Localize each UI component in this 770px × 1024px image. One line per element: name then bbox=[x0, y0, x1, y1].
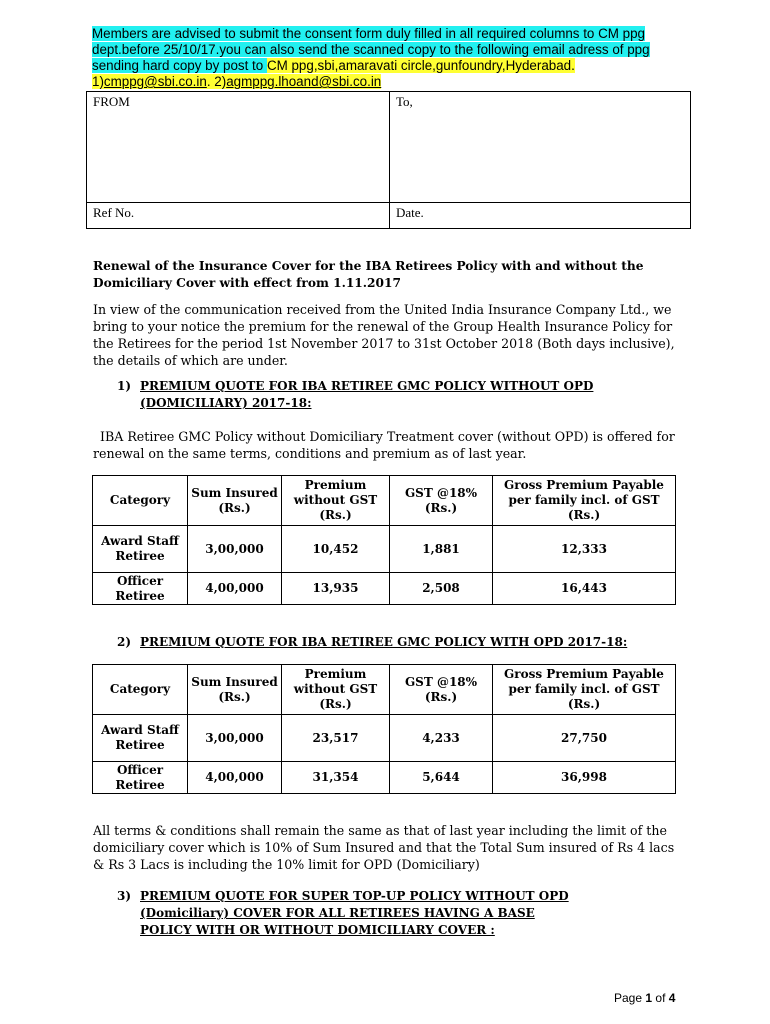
to-label: To, bbox=[396, 94, 413, 109]
header-gross: Gross Premium Payable per family incl. of GST (Rs.) bbox=[493, 665, 676, 715]
header-sum-insured: Sum Insured (Rs.) bbox=[188, 476, 282, 526]
cell-gross: 12,333 bbox=[493, 526, 676, 573]
cell-category: Award Staff Retiree bbox=[93, 526, 188, 573]
cell-category: Officer Retiree bbox=[93, 573, 188, 605]
table-row bbox=[93, 715, 676, 762]
section3-number: 3) bbox=[117, 889, 132, 903]
consent-notice bbox=[92, 26, 692, 90]
header-gst: GST @18% (Rs.) bbox=[390, 476, 493, 526]
section1-heading bbox=[117, 378, 677, 412]
header-premium: Premium without GST (Rs.) bbox=[282, 665, 390, 715]
cell-sum: 4,00,000 bbox=[188, 573, 282, 605]
section1-title: PREMIUM QUOTE FOR IBA RETIREE GMC POLICY WITHOUT OPD (DOMICILIARY) 2017-18: bbox=[140, 379, 594, 410]
notice-highlight-cyan: Members are advised to submit the consent form duly filled in all required columns to CM ppg dept.before 25/10/17.you can also send the scanned copy to the following email adress of ppg sending hard copy by post to bbox=[92, 26, 650, 73]
ref-cell bbox=[87, 203, 390, 229]
premium-table-with-opd bbox=[92, 664, 676, 794]
cell-sum: 4,00,000 bbox=[188, 762, 282, 794]
section1-description: IBA Retiree GMC Policy without Domiciliary Treatment cover (without OPD) is offered for renewal on the same terms, conditions and premium as of last year. bbox=[93, 429, 675, 461]
header-category: Category bbox=[93, 665, 188, 715]
document-title: Renewal of the Insurance Cover for the IBA Retirees Policy with and without the Domiciliary Cover with effect from 1.11.2017 bbox=[93, 259, 644, 290]
cell-gst: 5,644 bbox=[390, 762, 493, 794]
page-number: 1 bbox=[645, 991, 653, 1005]
terms-paragraph: All terms & conditions shall remain the same as that of last year including the limit of the domiciliary cover which is 10% of Sum Insured and that the Total Sum insured of Rs 4 lacs & Rs 3 Lacs is including the 10% limit for OPD (Domiciliary) bbox=[93, 823, 675, 872]
table-header-row bbox=[93, 665, 676, 715]
cell-gst: 1,881 bbox=[390, 526, 493, 573]
cell-gross: 16,443 bbox=[493, 573, 676, 605]
section2-heading bbox=[117, 634, 677, 651]
email-link-cmppg[interactable]: cmppg@sbi.co.in bbox=[103, 74, 207, 89]
section1-number: 1) bbox=[117, 379, 132, 393]
header-gst: GST @18% (Rs.) bbox=[390, 665, 493, 715]
cell-category: Award Staff Retiree bbox=[93, 715, 188, 762]
header-sum-insured: Sum Insured (Rs.) bbox=[188, 665, 282, 715]
table-row bbox=[93, 762, 676, 794]
from-cell bbox=[87, 92, 390, 203]
cell-sum: 3,00,000 bbox=[188, 715, 282, 762]
table-row bbox=[93, 526, 676, 573]
notice-address: CM ppg,sbi,amaravati circle,gunfoundry,Hyderabad. 1) bbox=[92, 58, 575, 89]
cell-premium: 31,354 bbox=[282, 762, 390, 794]
section3-heading bbox=[117, 888, 677, 939]
ref-label: Ref No. bbox=[93, 205, 135, 220]
intro-paragraph: In view of the communication received from the United India Insurance Company Ltd., we bring to your notice the premium for the renewal of the Group Health Insurance Policy for the Retirees for the period 1st November 2017 to 31st October 2018 (Both days inclusive), the details of which are under. bbox=[93, 302, 675, 368]
cell-premium: 23,517 bbox=[282, 715, 390, 762]
cell-sum: 3,00,000 bbox=[188, 526, 282, 573]
from-label: FROM bbox=[93, 94, 130, 109]
page-total: 4 bbox=[668, 991, 676, 1005]
table-row bbox=[93, 573, 676, 605]
section3-title: PREMIUM QUOTE FOR SUPER TOP-UP POLICY WITHOUT OPD (Domiciliary) COVER FOR ALL RETIREES HAVING A BASE POLICY WITH OR WITHOUT DOMICILIARY COVER : bbox=[140, 889, 569, 937]
header-premium: Premium without GST (Rs.) bbox=[282, 476, 390, 526]
to-cell bbox=[390, 92, 691, 203]
table-header-row bbox=[93, 476, 676, 526]
cell-gst: 2,508 bbox=[390, 573, 493, 605]
date-label: Date. bbox=[396, 205, 424, 220]
premium-table-without-opd bbox=[92, 475, 676, 605]
header-category: Category bbox=[93, 476, 188, 526]
cell-gst: 4,233 bbox=[390, 715, 493, 762]
page-footer bbox=[614, 991, 675, 1005]
notice-separator: . 2) bbox=[206, 74, 227, 89]
section2-title: PREMIUM QUOTE FOR IBA RETIREE GMC POLICY WITH OPD 2017-18: bbox=[140, 635, 628, 649]
of-word: of bbox=[655, 991, 666, 1005]
page-word: Page bbox=[614, 991, 643, 1005]
section2-number: 2) bbox=[117, 635, 132, 649]
cell-gross: 27,750 bbox=[493, 715, 676, 762]
date-cell bbox=[390, 203, 691, 229]
cell-premium: 13,935 bbox=[282, 573, 390, 605]
cell-gross: 36,998 bbox=[493, 762, 676, 794]
address-box bbox=[86, 91, 691, 229]
email-link-agmppg[interactable]: agmppg.lhoand@sbi.co.in bbox=[226, 74, 382, 89]
cell-category: Officer Retiree bbox=[93, 762, 188, 794]
cell-premium: 10,452 bbox=[282, 526, 390, 573]
header-gross: Gross Premium Payable per family incl. of GST (Rs.) bbox=[493, 476, 676, 526]
